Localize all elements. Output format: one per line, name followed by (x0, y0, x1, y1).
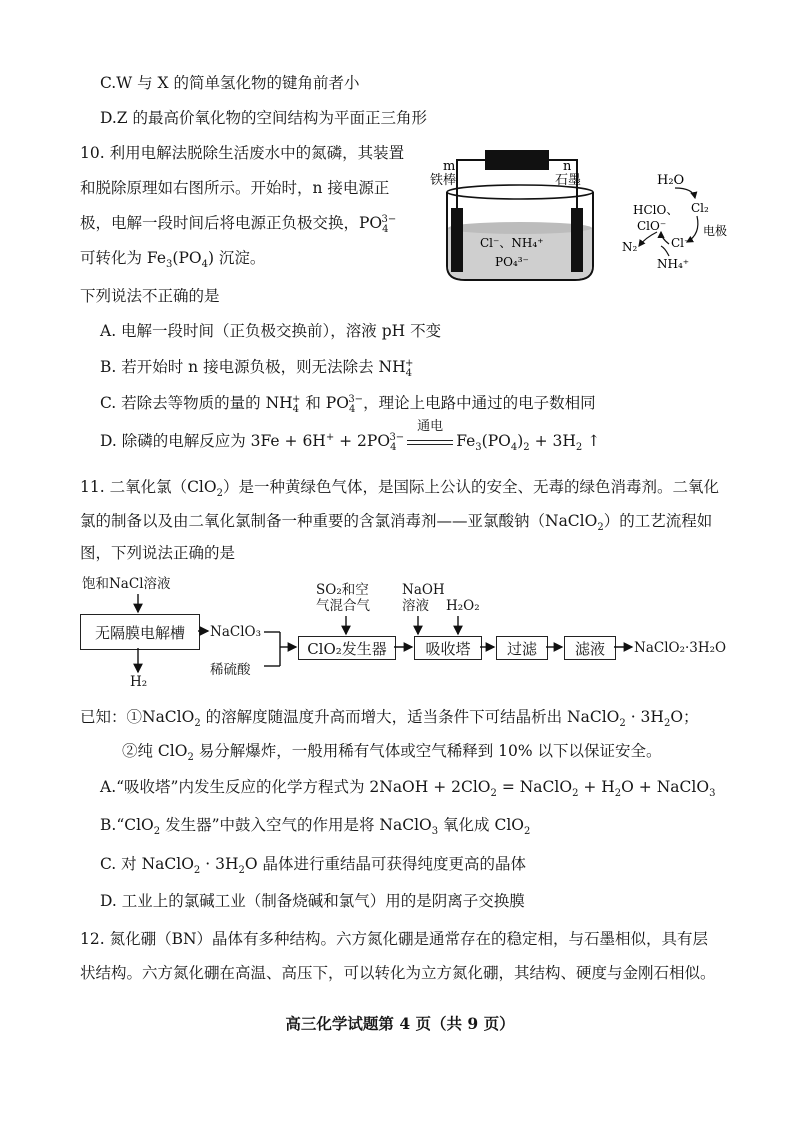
electrolysis-arrow: 通电 (404, 430, 456, 452)
q10-stem: 下列说法不正确的是 (80, 287, 220, 305)
h2-label: H₂ (130, 674, 148, 690)
h2o2-label: H₂O₂ (446, 598, 480, 614)
q10-option-b: B. 若开始时 n 接电源负极，则无法除去 $NH_4^+$ (100, 357, 414, 380)
q10-option-d: D. 除磷的电解反应为 $3Fe + 6H^+ + 2PO_4^{3-}$ 通电 $Fe_3(PO_4)_2 + 3H_2$ ↑ (100, 419, 601, 454)
filtration-box: 过滤 (496, 636, 548, 660)
feed-nacl-label: 饱和NaCl溶液 (82, 576, 171, 592)
label-m: m (443, 159, 456, 174)
q12-line-2: 状结构。六方氮化硼在高温、高压下，可以转化为立方氮化硼，其结构、硬度与金刚石相似。 (80, 964, 716, 982)
label-clo: ClO⁻ (637, 219, 667, 233)
q11-option-c: C. 对 NaClO$_2$ · $3H_2O$ 晶体进行重结晶可获得纯度更高的晶体 (100, 855, 526, 877)
q10-line-3: 极，电解一段时间后将电源正负极交换，$PO_4^{3-}$ (80, 213, 397, 236)
electrolysis-cell-box: 无隔膜电解槽 (80, 614, 200, 650)
sulfuric-acid-label: 稀硫酸 (210, 662, 251, 678)
clo2-generator-box: ClO₂发生器 (298, 636, 396, 660)
so2-air-label-2: 气混合气 (316, 598, 370, 614)
label-n: n (563, 159, 572, 174)
q11-known-1: 已知：①NaClO$_2$ 的溶解度随温度升高而增大，适当条件下可结晶析出 NaClO$_2$ · $3H_2O$； (80, 708, 699, 730)
filtrate-box: 滤液 (564, 636, 616, 660)
q11-line-1: 11. 二氧化氯（ClO$_2$）是一种黄绿色气体，是国际上公认的安全、无毒的绿色消毒剂。二氧化 (80, 478, 719, 500)
product-label: NaClO₂·3H₂O (634, 640, 727, 656)
q10-line-2: 和脱除原理如右图所示。开始时，n 接电源正 (80, 179, 390, 197)
label-nh4: NH₄⁺ (657, 257, 690, 271)
q11-option-b: B.“ClO$_2$ 发生器”中鼓入空气的作用是将 NaClO$_3$ 氧化成 ClO$_2$ (100, 816, 531, 838)
q10-option-c: C. 若除去等物质的量的 $NH_4^+$ 和 $PO_4^{3-}$，理论上电路中通过的电子数相同 (100, 393, 596, 416)
label-hclo: HClO、 (633, 203, 679, 217)
label-electrode: 电极 (703, 224, 728, 238)
label-iron-rod: 铁棒 (430, 173, 457, 188)
q9-option-d: D.Z 的最高价氧化物的空间结构为平面正三角形 (100, 109, 427, 127)
label-cl-minus: Cl⁻ (671, 236, 691, 250)
naclo3-label: NaClO₃ (210, 624, 261, 640)
label-ions-1: Cl⁻、NH₄⁺ (480, 236, 544, 250)
absorption-tower-box: 吸收塔 (414, 636, 482, 660)
q11-known-2: ②纯 ClO$_2$ 易分解爆炸，一般用稀有气体或空气稀释到 10% 以下以保证安全。 (122, 742, 662, 764)
label-n2: N₂ (622, 240, 638, 254)
q10-option-a: A. 电解一段时间（正负极交换前），溶液 pH 不变 (100, 322, 442, 340)
page-footer: 高三化学试题第 4 页（共 9 页） (285, 1014, 515, 1033)
so2-air-label-1: SO₂和空 (316, 582, 369, 598)
label-h2o: H₂O (657, 173, 685, 188)
q11-option-d: D. 工业上的氯碱工业（制备烧碱和氯气）用的是阴离子交换膜 (100, 892, 525, 910)
q11-line-2: 氯的制备以及由二氧化氯制备一种重要的含氯消毒剂——亚氯酸钠（NaClO$_2$）的工艺流程如 (80, 512, 713, 534)
q11-line-3: 图，下列说法正确的是 (80, 544, 236, 562)
q10-line-4: 可转化为 $Fe_3(PO_4)$ 沉淀。 (80, 249, 266, 271)
label-ions-2: PO₄³⁻ (495, 255, 529, 269)
q11-option-a: A.“吸收塔”内发生反应的化学方程式为 2NaOH + 2ClO$_2$ = NaClO$_2$ + $H_2O$ + NaClO$_3$ (100, 778, 716, 800)
naoh-label-2: 溶液 (402, 598, 429, 614)
label-graphite: 石墨 (555, 173, 582, 188)
naoh-label-1: NaOH (402, 582, 445, 598)
q9-option-c: C.W 与 X 的简单氢化物的键角前者小 (100, 74, 360, 92)
q10-line-1: 10. 利用电解法脱除生活废水中的氮磷，其装置 (80, 144, 405, 162)
label-cl2: Cl₂ (691, 201, 709, 215)
q12-line-1: 12. 氮化硼（BN）晶体有多种结构。六方氮化硼是通常存在的稳定相，与石墨相似，具有层 (80, 930, 709, 948)
